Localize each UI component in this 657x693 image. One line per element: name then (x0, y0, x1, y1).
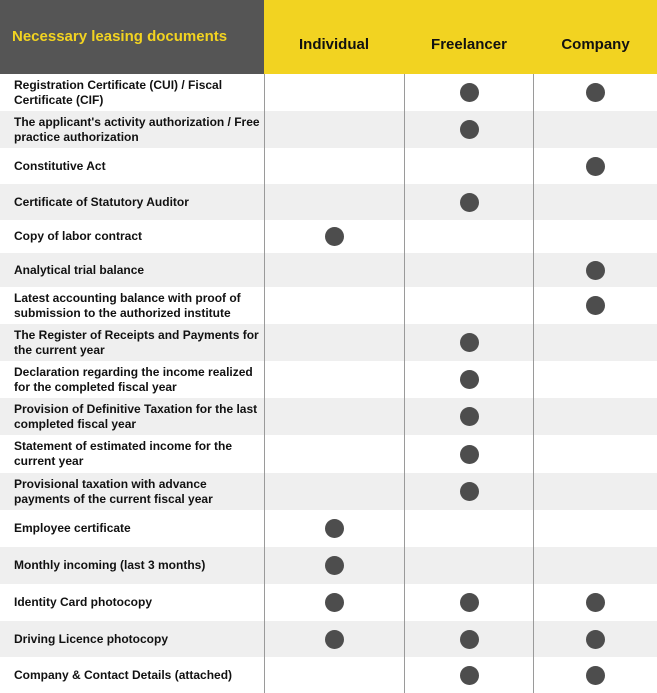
table-row (0, 361, 657, 398)
table-row (0, 435, 657, 473)
row-label: Registration Certificate (CUI) / Fiscal Certificate (CIF) (14, 77, 223, 107)
table-row (0, 621, 657, 657)
table-row (0, 74, 657, 111)
check-dot-icon (325, 556, 344, 575)
check-dot-icon (460, 120, 479, 139)
check-dot-icon (325, 593, 344, 612)
check-dot-icon (325, 630, 344, 649)
table-title: Necessary leasing documents (0, 0, 264, 74)
table-row (0, 398, 657, 435)
column-divider (533, 74, 534, 693)
row-label: Driving Licence photocopy (14, 631, 169, 646)
check-dot-icon (586, 261, 605, 280)
check-dot-icon (460, 445, 479, 464)
check-dot-icon (586, 666, 605, 685)
check-dot-icon (460, 482, 479, 501)
table-row (0, 510, 657, 547)
check-dot-icon (460, 370, 479, 389)
check-dot-icon (460, 333, 479, 352)
table-row (0, 148, 657, 184)
column-divider (404, 74, 405, 693)
row-label: Provision of Definitive Taxation for the last completed fiscal year (14, 401, 258, 431)
column-header-individual: Individual (264, 0, 404, 74)
table-row (0, 287, 657, 324)
row-label: Statement of estimated income for the current year (14, 439, 233, 468)
check-dot-icon (586, 630, 605, 649)
row-label: Provisional taxation with advance payments of the current fiscal year (14, 476, 213, 506)
row-label: Copy of labor contract (14, 229, 143, 243)
check-dot-icon (325, 227, 344, 246)
row-label: Certificate of Statutory Auditor (14, 194, 189, 209)
table-row (0, 111, 657, 148)
row-label: Constitutive Act (14, 158, 106, 173)
check-dot-icon (325, 519, 344, 538)
row-label: Employee certificate (14, 521, 131, 535)
check-dot-icon (586, 157, 605, 176)
check-dot-icon (460, 83, 479, 102)
table-row (0, 220, 657, 253)
row-label: Latest accounting balance with proof of submission to the authorized institute (14, 290, 241, 320)
table-row (0, 473, 657, 510)
row-label: Company & Contact Details (attached) (14, 667, 233, 682)
column-divider (264, 74, 265, 693)
row-label: Identity Card photocopy (14, 595, 152, 609)
check-dot-icon (460, 630, 479, 649)
row-label: The applicant's activity authorization / Free practice authorization (14, 114, 260, 144)
table-row (0, 584, 657, 621)
row-label: Declaration regarding the income realized for the completed fiscal year (14, 364, 253, 394)
check-dot-icon (586, 296, 605, 315)
check-dot-icon (586, 83, 605, 102)
check-dot-icon (586, 593, 605, 612)
row-label: Analytical trial balance (14, 262, 145, 277)
row-label: Monthly incoming (last 3 months) (14, 558, 206, 572)
check-dot-icon (460, 666, 479, 685)
check-dot-icon (460, 193, 479, 212)
check-dot-icon (460, 593, 479, 612)
table-row (0, 253, 657, 287)
table-row (0, 184, 657, 220)
table-row (0, 547, 657, 584)
column-header-company: Company (534, 0, 657, 74)
row-label: The Register of Receipts and Payments for the current year (14, 327, 259, 357)
table-row (0, 657, 657, 693)
table-row (0, 324, 657, 361)
column-header-freelancer: Freelancer (404, 0, 534, 74)
check-dot-icon (460, 407, 479, 426)
table-header (0, 0, 657, 74)
